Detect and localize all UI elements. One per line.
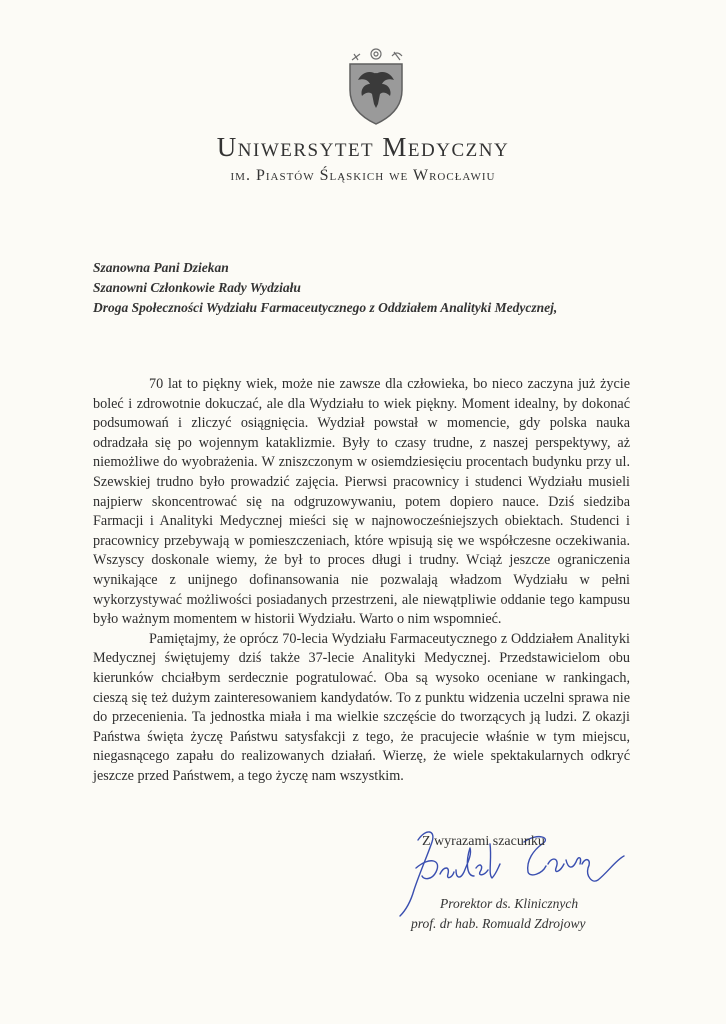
signer-name: prof. dr hab. Romuald Zdrojowy: [411, 916, 586, 931]
signer-title: Prorektor ds. Klinicznych: [440, 896, 579, 911]
university-name: Uniwersytet Medyczny: [216, 132, 510, 162]
closing-phrase: Z wyrazami szacunku: [422, 834, 545, 849]
body-paragraph: 70 lat to piękny wiek, może nie zawsze dla człowieka, bo nieco zaczyna już życie boleć i zdrowotnie dokuczać, ale dla Wydziału to wiek piękny. Moment idealny, by dokonać podsumowań i zliczyć osiągnięcia. Wydział powstał w momencie, gdy polska nauka odradzała się po wojennym kataklizmie. Były to czasy trudne, z naszej perspektywy, aż niemożliwe do wyobrażenia. W zniszczonym w osiemdziesięciu procentach budynku przy ul. Szewskiej trudno było prowadzić zajęcia. Pierwsi pracownicy i studenci Wydziału musieli najpierw skoncentrować się na odgruzowywaniu, potem dopiero nauce. Dziś siedziba Farmacji i Analityki Medycznej mieści się w najnowocześniejszych obiektach. Studenci i pracownicy przebywają w pomieszczeniach, które wpisują się we współczesne oczekiwania. Wszyscy doskonale wiemy, że był to proces długi i trudny. Wciąż jeszcze ograniczenia wynikające z unijnego dofinansowania nie pozwalają władzom Wydziału w pełni wykorzystywać możliwości posiadanych przestrzeni, ale niewątpliwie oddanie tego kampusu było ważnym momentem w historii Wydziału. Warto o nim wspomnieć.: [93, 376, 630, 628]
salutation-line: Droga Społeczności Wydziału Farmaceutycznego z Oddziałem Analityki Medycznej,: [93, 300, 558, 315]
salutation-block: [93, 258, 557, 318]
body-paragraph: Pamiętajmy, że oprócz 70-lecia Wydziału Farmaceutycznego z Oddziałem Analityki Medycznej świętujemy dziś także 37-lecie Analityki Medycznej. Przedstawicielom obu kierunków chciałbym serdecznie pogratulować. Oba są wysoko oceniane w rankingach, cieszą się też dużym zainteresowaniem kandydatów. To z punktu widzenia uczelni sprawa nie do przecenienia. Ta jednostka miała i ma wielkie szczęście do tworzących ją ludzi. Z okazji Państwa święta życzę Państwu satysfakcji z tego, że pracujecie właśnie w tym miejscu, niegasnącego zapału do realizowanych działań. Wierzę, że wiele spektakularnych odkryć jeszcze przed Państwem, a tego życzę nam wszystkim.: [93, 630, 630, 784]
university-subtitle: im. Piastów Śląskich we Wrocławiu: [230, 167, 496, 184]
university-crest-logo: [344, 46, 408, 126]
letter-body: [93, 375, 630, 786]
salutation-line: Szanowni Członkowie Rady Wydziału: [93, 280, 301, 295]
salutation-line: Szanowna Pani Dziekan: [93, 260, 229, 275]
